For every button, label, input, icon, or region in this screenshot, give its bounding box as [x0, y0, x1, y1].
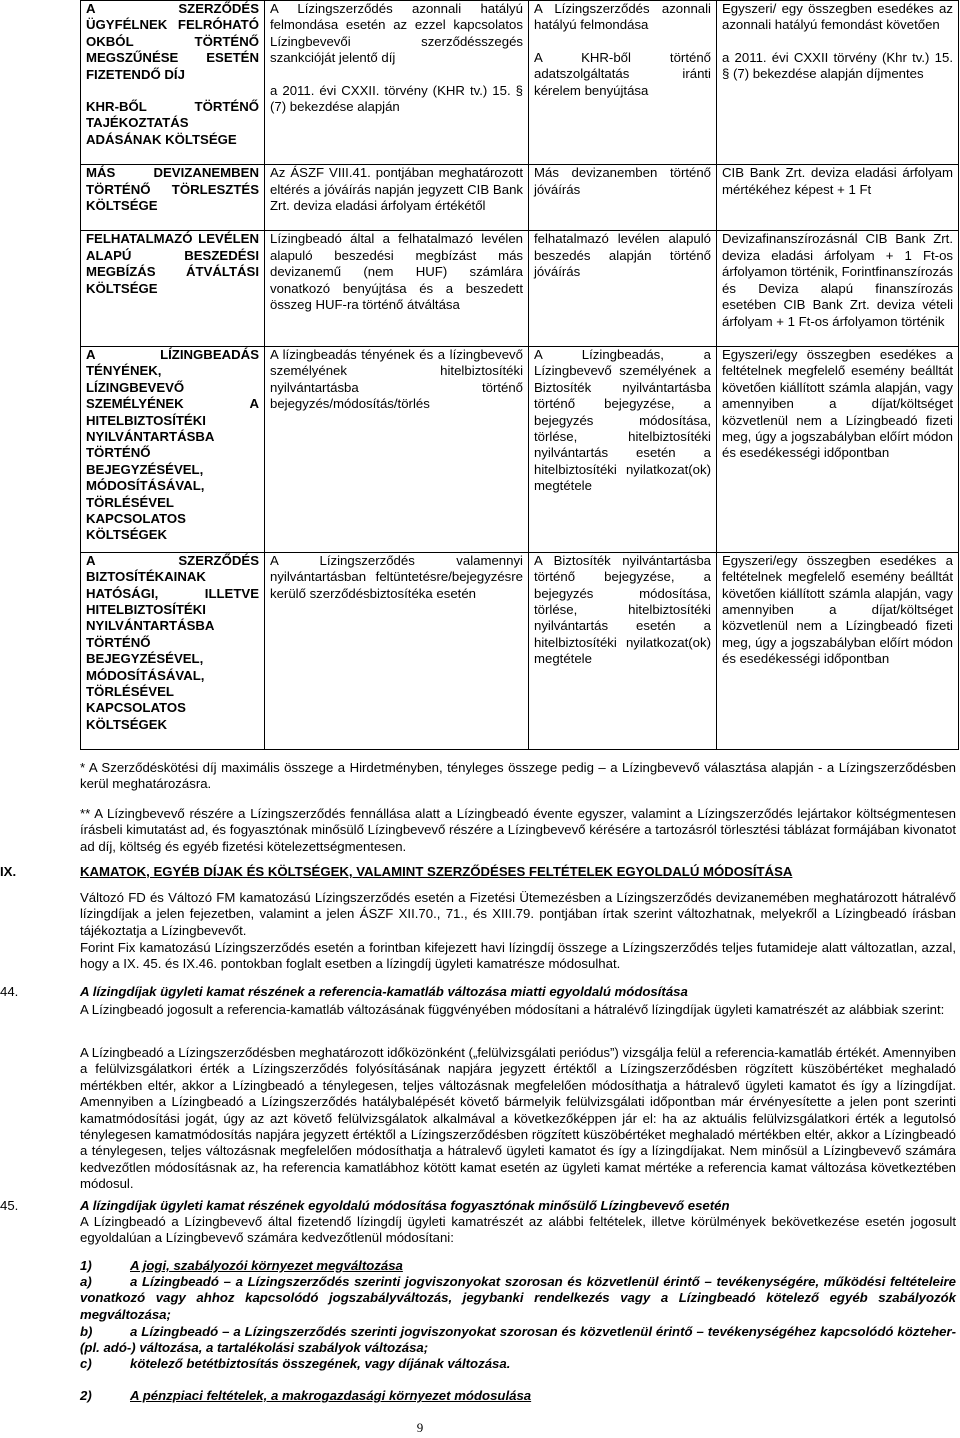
fee-amount-cell — [717, 552, 959, 749]
point-44-number: 44. — [0, 984, 19, 999]
condition-group-1-title: A jogi, szabályozói környezet megváltozása — [130, 1258, 403, 1273]
condition-group-2: 2) A pénzpiaci feltételek, a makrogazdasági környezet módosulása — [80, 1388, 532, 1403]
fee-trigger-cell — [529, 231, 717, 346]
fee-basis-text: a 2011. évi CXXII. törvény (KHR tv.) 15. § (7) bekezdése alapján — [270, 82, 523, 115]
fee-trigger-text: A KHR-ből történő adatszolgáltatás iránti kérelem benyújtása — [534, 49, 711, 98]
section-title: KAMATOK, EGYÉB DÍJAK ÉS KÖLTSÉGEK, VALAMINT SZERZŐDÉSES FELTÉTELEK EGYOLDALÚ MÓDOSÍTÁSA — [80, 864, 793, 879]
fee-item-label: KHR-BŐL TÖRTÉNŐ TAJÉKOZTATÁS ADÁSÁNAK KÖLTSÉGE — [86, 99, 259, 147]
fee-item-cell — [81, 231, 265, 346]
fee-basis-text: A Lízingszerződés azonnali hatályú felmondása esetén az ezzel kapcsolatos Lízingbevevői szerződésszegés szankcióját jelentő díj — [270, 1, 523, 66]
condition-group-2-title: A pénzpiaci feltételek, a makrogazdasági környezet módosulása — [130, 1388, 532, 1403]
fee-amount-text: Egyszeri/egy összegben esedékes a feltételnek megfelelő esemény beálltát követően kiállított számla alapján, vagy amennyiben a díjat/költséget közvetlenül nem a Lízingbeadó fizeti meg, úgy a jogszabályban előírt módon és esedékességi időpontban — [722, 552, 953, 667]
footnote-contract-fee: * A Szerződéskötési díj maximális összege a Hirdetményben, tényleges összege pedig – a Lízingbevevő választása alapján - a Lízingszerződésben kerül meghatározásra. — [80, 760, 956, 792]
fee-item-label: MÁS DEVIZANEMBEN TÖRTÉNŐ TÖRLESZTÉS KÖLTSÉGE — [86, 165, 259, 214]
fee-table — [80, 0, 959, 750]
section-intro-1: Változó FD és Változó FM kamatozású Lízingszerződés esetén a Fizetési Ütemezésben a Lízingszerződés devizanemében meghatározott hátralévő lízingdíjak a jelen fejezetben, valamint a jelen ÁSZF XII.70., 71., és XIII.79. pontjában írtak szerint változhatnak, melyekről a Lízingbeadó írásban tájékoztatja a Lízingbevevőt. — [80, 890, 956, 938]
section-number: IX. — [0, 864, 17, 879]
fee-table-row — [81, 1, 959, 165]
fee-amount-text: CIB Bank Zrt. deviza eladási árfolyam mértékéhez képest + 1 Ft — [722, 165, 953, 197]
condition-c: c) kötelező betétbiztosítás összegének, vagy díjának változása. — [80, 1356, 511, 1371]
fee-trigger-text: A Lízingbeadás, a Lízingbevevő személyének a Biztosíték nyilvántartásba történő bejegyzése, a bejegyzés módosítása, törlése, hitelbiztosítéki nyilvántartás esetén a hitelbiztosítéki nyilatkozat(ok) megtétele — [534, 346, 711, 494]
fee-amount-text: Egyszeri/ egy összegben esedékes az azonnali hatályú femondást követően — [722, 1, 953, 33]
condition-b: b) a Lízingbeadó – a Lízingszerződés szerinti jogviszonyokat szorosan és közvetlenül érintő – tevékenységéhez kapcsolódó közteher- (pl. adó-) változása, a tartalékolási szabályok változása; — [80, 1324, 956, 1356]
point-44-text-2: A Lízingbeadó a Lízingszerződésben meghatározott időközönként („felülvizsgálati periódus”) vizsgálja felül a referencia-kamatláb értékét. Amennyiben a felülvizsgálatkori érték a Lízingszerződés folyósításának napjára jegyzett értéktől a Lízingszerződésben rögzített küszöbértéket meghaladó mértékben eltér, akkor a Lízingbeadó a ténylegesen, teljes változásnak megfelelően módosíthatja a hátralevő ügyleti kamatot és így a lízingdíjat. Amennyiben a Lízingbeadó a Lízingszerződés hatálybalépését követő bármelyik felülvizsgálati időpontban már érvényesítette a jelen pont szerinti kamatmódosítási jogát, úgy az azt követő felülvizsgálatok alkalmával a következőképpen jár el: ha az aktuális felülvizsgálatkori érték a legutolsó ténylegesen kamatmódosítás napjára jegyzett értéktől a Lízingszerződésben rögzített küszöbértéket meghaladó mértékben eltér, akkor a Lízingbeadó a ténylegesen, teljes változásnak megfelelően módosíthatja a hátralevő ügyleti kamatot és így a lízingdíjakat. Nem minősül a Lízingbevevő számára kedvezőtlen módosításnak az, ha referencia kamatlábhoz kötött kamat esetén az ügyleti kamat mértéke a referencia kamat változása következtében módosul. — [80, 1045, 956, 1192]
fee-trigger-text: A Lízingszerződés azonnali hatályú felmondása — [534, 1, 711, 33]
fee-basis-cell — [265, 165, 529, 231]
point-45-number: 45. — [0, 1198, 19, 1213]
page-number: 9 — [416, 1420, 424, 1435]
fee-amount-cell — [717, 231, 959, 346]
fee-table-row — [81, 346, 959, 552]
fee-item-cell — [81, 165, 265, 231]
fee-item-label: A LÍZINGBEADÁS TÉNYÉNEK, LÍZINGBEVEVŐ SZEMÉLYÉNEK A HITELBIZTOSÍTÉKI NYILVÁNTARTÁSBA TÖRTÉNŐ BEJEGYZÉSÉVEL, MÓDOSÍTÁSÁVAL, TÖRLÉSÉVEL KAPCSOLATOS KÖLTSÉGEK — [86, 346, 259, 543]
fee-item-label: FELHATALMAZÓ LEVÉLEN ALAPÚ BESZEDÉSI MEGBÍZÁS ÁTVÁLTÁSI KÖLTSÉGE — [86, 231, 259, 296]
fee-item-label: A SZERZŐDÉS ÜGYFÉLNEK FELRÓHATÓ OKBÓL TÖRTÉNŐ MEGSZŰNÉSE ESETÉN FIZETENDŐ DÍJ — [86, 1, 259, 82]
fee-trigger-cell — [529, 1, 717, 165]
fee-trigger-cell — [529, 346, 717, 552]
fee-amount-text: Devizafinanszírozásnál CIB Bank Zrt. deviza eladási árfolyam + 1 Ft-os árfolyamon történik, Forintfinanszírozás és Deviza alapú finanszírozás esetében CIB Bank Zrt. deviza vételi árfolyam + 1 Ft-os árfolyamon történik — [722, 231, 953, 329]
fee-trigger-text: Más devizanemben történő jóváírás — [534, 165, 711, 197]
point-45-text-1: A Lízingbeadó a Lízingbevevő által fizetendő lízingdíj ügyleti kamatrészét az alábbi feltételek, illetve körülmények bekövetkezése esetén jogosult egyoldalúan a Lízingbevevő számára kedvezőtlenül módosítani: — [80, 1214, 956, 1246]
fee-table-row — [81, 165, 959, 231]
fee-item-cell — [81, 1, 265, 165]
point-44-title: A lízingdíjak ügyleti kamat részének a referencia-kamatláb változása miatti egyoldalú módosítása — [80, 984, 688, 999]
fee-basis-cell — [265, 1, 529, 165]
fee-amount-cell — [717, 165, 959, 231]
point-45-title: A lízingdíjak ügyleti kamat részének egyoldalú módosítása fogyasztónak minősülő Lízingbevevő esetén — [80, 1198, 730, 1213]
fee-basis-text: A lízingbeadás tényének és a lízingbevevő személyének hitelbiztosítéki nyilvántartásba történő bejegyzés/módosítás/törlés — [270, 346, 523, 412]
fee-trigger-cell — [529, 552, 717, 749]
fee-item-cell — [81, 346, 265, 552]
fee-table-row — [81, 231, 959, 346]
fee-amount-cell — [717, 1, 959, 165]
fee-basis-text: Lízingbeadó által a felhatalmazó levélen alapuló beszedési megbízást más devizanemű (nem HUF) számlára vonatkozó benyújtása és a beszedett összeg HUF-ra történő átváltása — [270, 231, 523, 313]
fee-amount-text: a 2011. évi CXXII törvény (Khr tv.) 15. § (7) bekezdése alapján díjmentes — [722, 49, 953, 82]
fee-basis-text: A Lízingszerződés valamennyi nyilvántartásban feltüntetésre/bejegyzésre kerülő szerződésbiztosítéka esetén — [270, 552, 523, 601]
fee-basis-cell — [265, 552, 529, 749]
section-intro-2: Forint Fix kamatozású Lízingszerződés esetén a forintban kifejezett havi lízingdíj összege a Lízingszerződés teljes futamideje alatt változatlan, azzal, hogy a IX. 45. és IX.46. pontokban foglalt esetben a lízingdíj ügyleti kamatrésze módosulhat. — [80, 940, 956, 972]
fee-table-row — [81, 552, 959, 749]
fee-amount-cell — [717, 346, 959, 552]
fee-trigger-text: felhatalmazó levélen alapuló beszedés alapján történő jóváírás — [534, 231, 711, 280]
fee-trigger-text: A Biztosíték nyilvántartásba történő bejegyzése, a bejegyzés módosítása, törlése, hitelbiztosítéki nyilvántartás esetén a hitelbiztosítéki nyilatkozat(ok) megtétele — [534, 552, 711, 667]
fee-basis-text: Az ÁSZF VIII.41. pontjában meghatározott eltérés a jóváírás napján jegyzett CIB Bank Zrt. deviza eladási árfolyam értékétől — [270, 165, 523, 214]
fee-basis-cell — [265, 231, 529, 346]
fee-basis-cell — [265, 346, 529, 552]
fee-amount-text: Egyszeri/egy összegben esedékes a feltételnek megfelelő esemény beálltát követően kiállított számla alapján, vagy amennyiben a díjat/költséget közvetlenül nem a Lízingbeadó fizeti meg, úgy a jogszabályban előírt módon és esedékességi időpontban — [722, 346, 953, 461]
point-44-text-1: A Lízingbeadó jogosult a referencia-kamatláb változásának függvényében módosítani a hátralévő lízingdíjak ügyleti kamatrészét az alábbiak szerint: — [80, 1002, 945, 1017]
fee-trigger-cell — [529, 165, 717, 231]
footnote-statement: ** A Lízingbevevő részére a Lízingszerződés fennállása alatt a Lízingbeadó évente egyszer, valamint a Lízingszerződés lejártakor költségmentesen írásbeli kimutatást ad, és fogyasztónak minősülő Lízingbevevő részére a Lízingbevevő kérésére a tartozásról törlesztési táblázat formájában kivonatot ad díj, költség és egyéb fizetési kötelezettségmentesen. — [80, 806, 956, 854]
condition-a: a) a Lízingbeadó – a Lízingszerződés szerinti jogviszonyokat szorosan és közvetlenül érintő – tevékenységére, működési feltételeire vonatkozó vagy ahhoz kapcsolódó jogszabályváltozás, jegybanki rendelkezés vagy a Lízingbeadó kötelező egyéb szabályozók megváltozása; — [80, 1274, 956, 1322]
condition-group-1: 1) A jogi, szabályozói környezet megváltozása — [80, 1258, 403, 1273]
fee-item-cell — [81, 552, 265, 749]
fee-item-label: A SZERZŐDÉS BIZTOSÍTÉKAINAK HATÓSÁGI, ILLETVE HITELBIZTOSÍTÉKI NYILVÁNTARTÁSBA TÖRTÉNŐ BEJEGYZÉSÉVEL, MÓDOSÍTÁSÁVAL, TÖRLÉSÉVEL KAPCSOLATOS KÖLTSÉGEK — [86, 552, 259, 732]
